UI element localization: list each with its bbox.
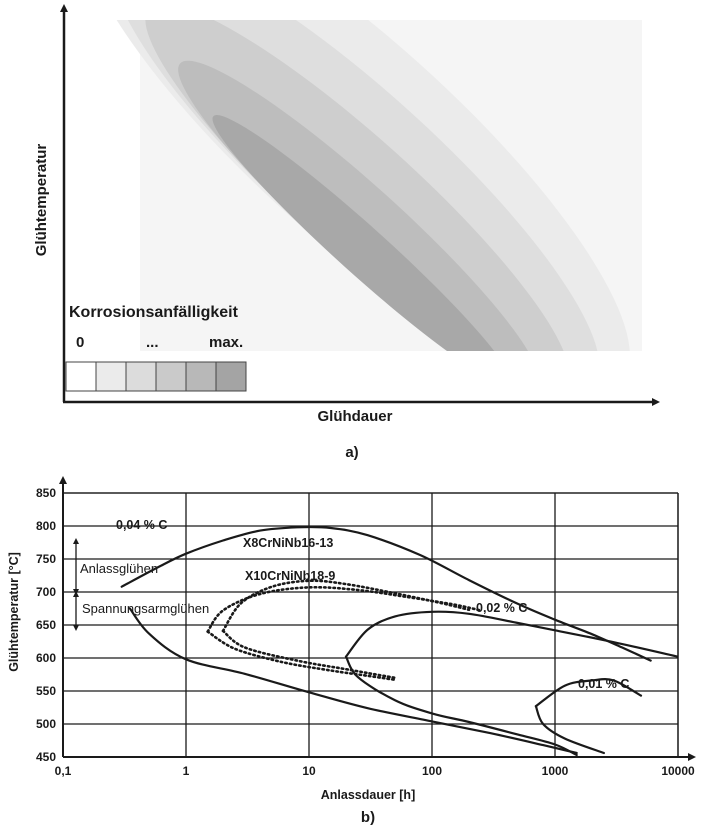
range-spannungsarmgluehen: [76, 594, 209, 628]
panel-a: [19, 0, 689, 461]
legend-title: Korrosionsanfälligkeit: [69, 304, 238, 321]
legend-label-mid: ...: [146, 334, 159, 351]
legend-swatch-6: [216, 362, 246, 391]
y-tick-label: 500: [35, 717, 56, 731]
x-tick-label: 1: [182, 764, 190, 778]
legend-swatch-4: [156, 362, 186, 391]
y-axis-title-a: Glühtemperatur: [33, 143, 50, 257]
y-axis-title-b: Glühtemperatur [°C]: [7, 552, 21, 672]
legend-a: [66, 304, 246, 391]
y-tick-label: 450: [35, 750, 56, 764]
x-tick-label: 1000: [541, 764, 569, 778]
y-tick-label: 700: [35, 585, 56, 599]
label-002-c: 0,02 % C: [476, 601, 528, 615]
range-label-spannung: Spannungsarmglühen: [82, 601, 210, 616]
x-tick-label: 10: [302, 764, 316, 778]
range-label-anlass: Anlassglühen: [80, 561, 159, 576]
panel-b: [7, 480, 695, 826]
x-tick-label: 10000: [661, 764, 695, 778]
legend-label-min: 0: [76, 334, 85, 351]
range-anlassgluehen: [76, 541, 158, 592]
x-tick-label: 0,1: [54, 764, 72, 778]
label-001-c: 0,01 % C: [578, 677, 630, 691]
y-tick-label: 800: [35, 519, 56, 533]
x-axis-title-a: Glühdauer: [317, 408, 393, 425]
y-tick-label: 550: [35, 684, 56, 698]
y-tick-label: 600: [35, 651, 56, 665]
panel-label-a: a): [345, 444, 359, 461]
y-tick-label: 850: [35, 486, 56, 500]
panel-label-b: b): [360, 809, 376, 826]
curves-b: [122, 527, 678, 755]
x-tick-label: 100: [421, 764, 443, 778]
x-axis-title-b: Anlassdauer [h]: [320, 788, 416, 802]
y-tick-label: 750: [35, 552, 56, 566]
legend-swatch-5: [186, 362, 216, 391]
legend-swatch-3: [126, 362, 156, 391]
label-x8crninb16-13: X8CrNiNb16-13: [243, 536, 334, 550]
label-x10crninb18-9: X10CrNiNb18-9: [245, 569, 336, 583]
legend-swatch-2: [96, 362, 126, 391]
curve-0-02-c-lower: [346, 657, 577, 755]
legend-swatch-1: [66, 362, 96, 391]
legend-label-max: max.: [209, 334, 244, 351]
label-004-c: 0,04 % C: [116, 518, 168, 532]
grid-b: [63, 493, 678, 757]
y-tick-label: 650: [35, 618, 56, 632]
